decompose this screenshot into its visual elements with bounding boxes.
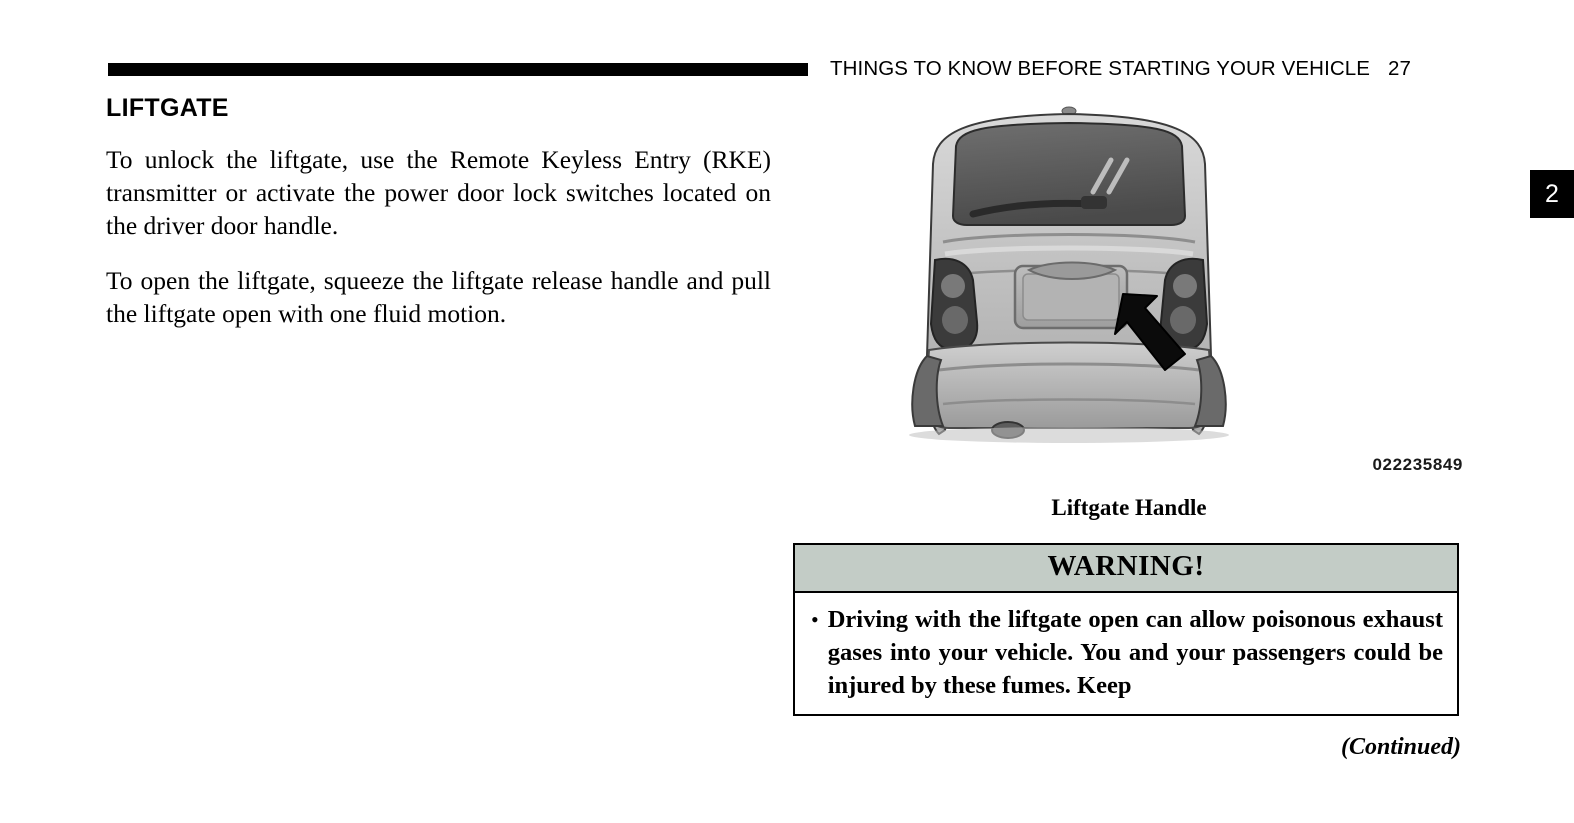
warning-box (793, 543, 1459, 716)
right-column (793, 104, 1465, 761)
warning-item-text: Driving with the liftgate open can allow poisonous exhaust gases into your vehicle. You and your passengers could be injured by these fumes. Keep (827, 606, 1443, 699)
figure-image-number: 022235849 (1372, 455, 1463, 474)
page-number: 27 (1388, 57, 1411, 80)
page-title: LIFTGATE (106, 94, 229, 122)
body-paragraph-2: To open the liftgate, squeeze the liftgate release handle and pull the liftgate open with one fluid motion. (106, 266, 771, 328)
warning-body (795, 593, 1457, 714)
left-column (106, 94, 771, 330)
vehicle-rear-illustration (793, 104, 1465, 479)
page-header (108, 56, 1466, 82)
warning-heading: WARNING! (795, 545, 1457, 593)
figure-caption: Liftgate Handle (1051, 495, 1207, 520)
header-rule (108, 63, 808, 76)
header-title: THINGS TO KNOW BEFORE STARTING YOUR VEHICLE (830, 57, 1371, 80)
chapter-tab-number: 2 (1545, 179, 1559, 208)
chapter-tab (1530, 170, 1574, 218)
bullet-icon: • (811, 607, 819, 632)
body-paragraph-1: To unlock the liftgate, use the Remote Keyless Entry (RKE) transmitter or activate the power door lock switches located on the driver door handle. (106, 145, 771, 240)
warning-item (811, 603, 1443, 702)
liftgate-figure (793, 104, 1465, 479)
continued-label: (Continued) (1340, 734, 1461, 760)
